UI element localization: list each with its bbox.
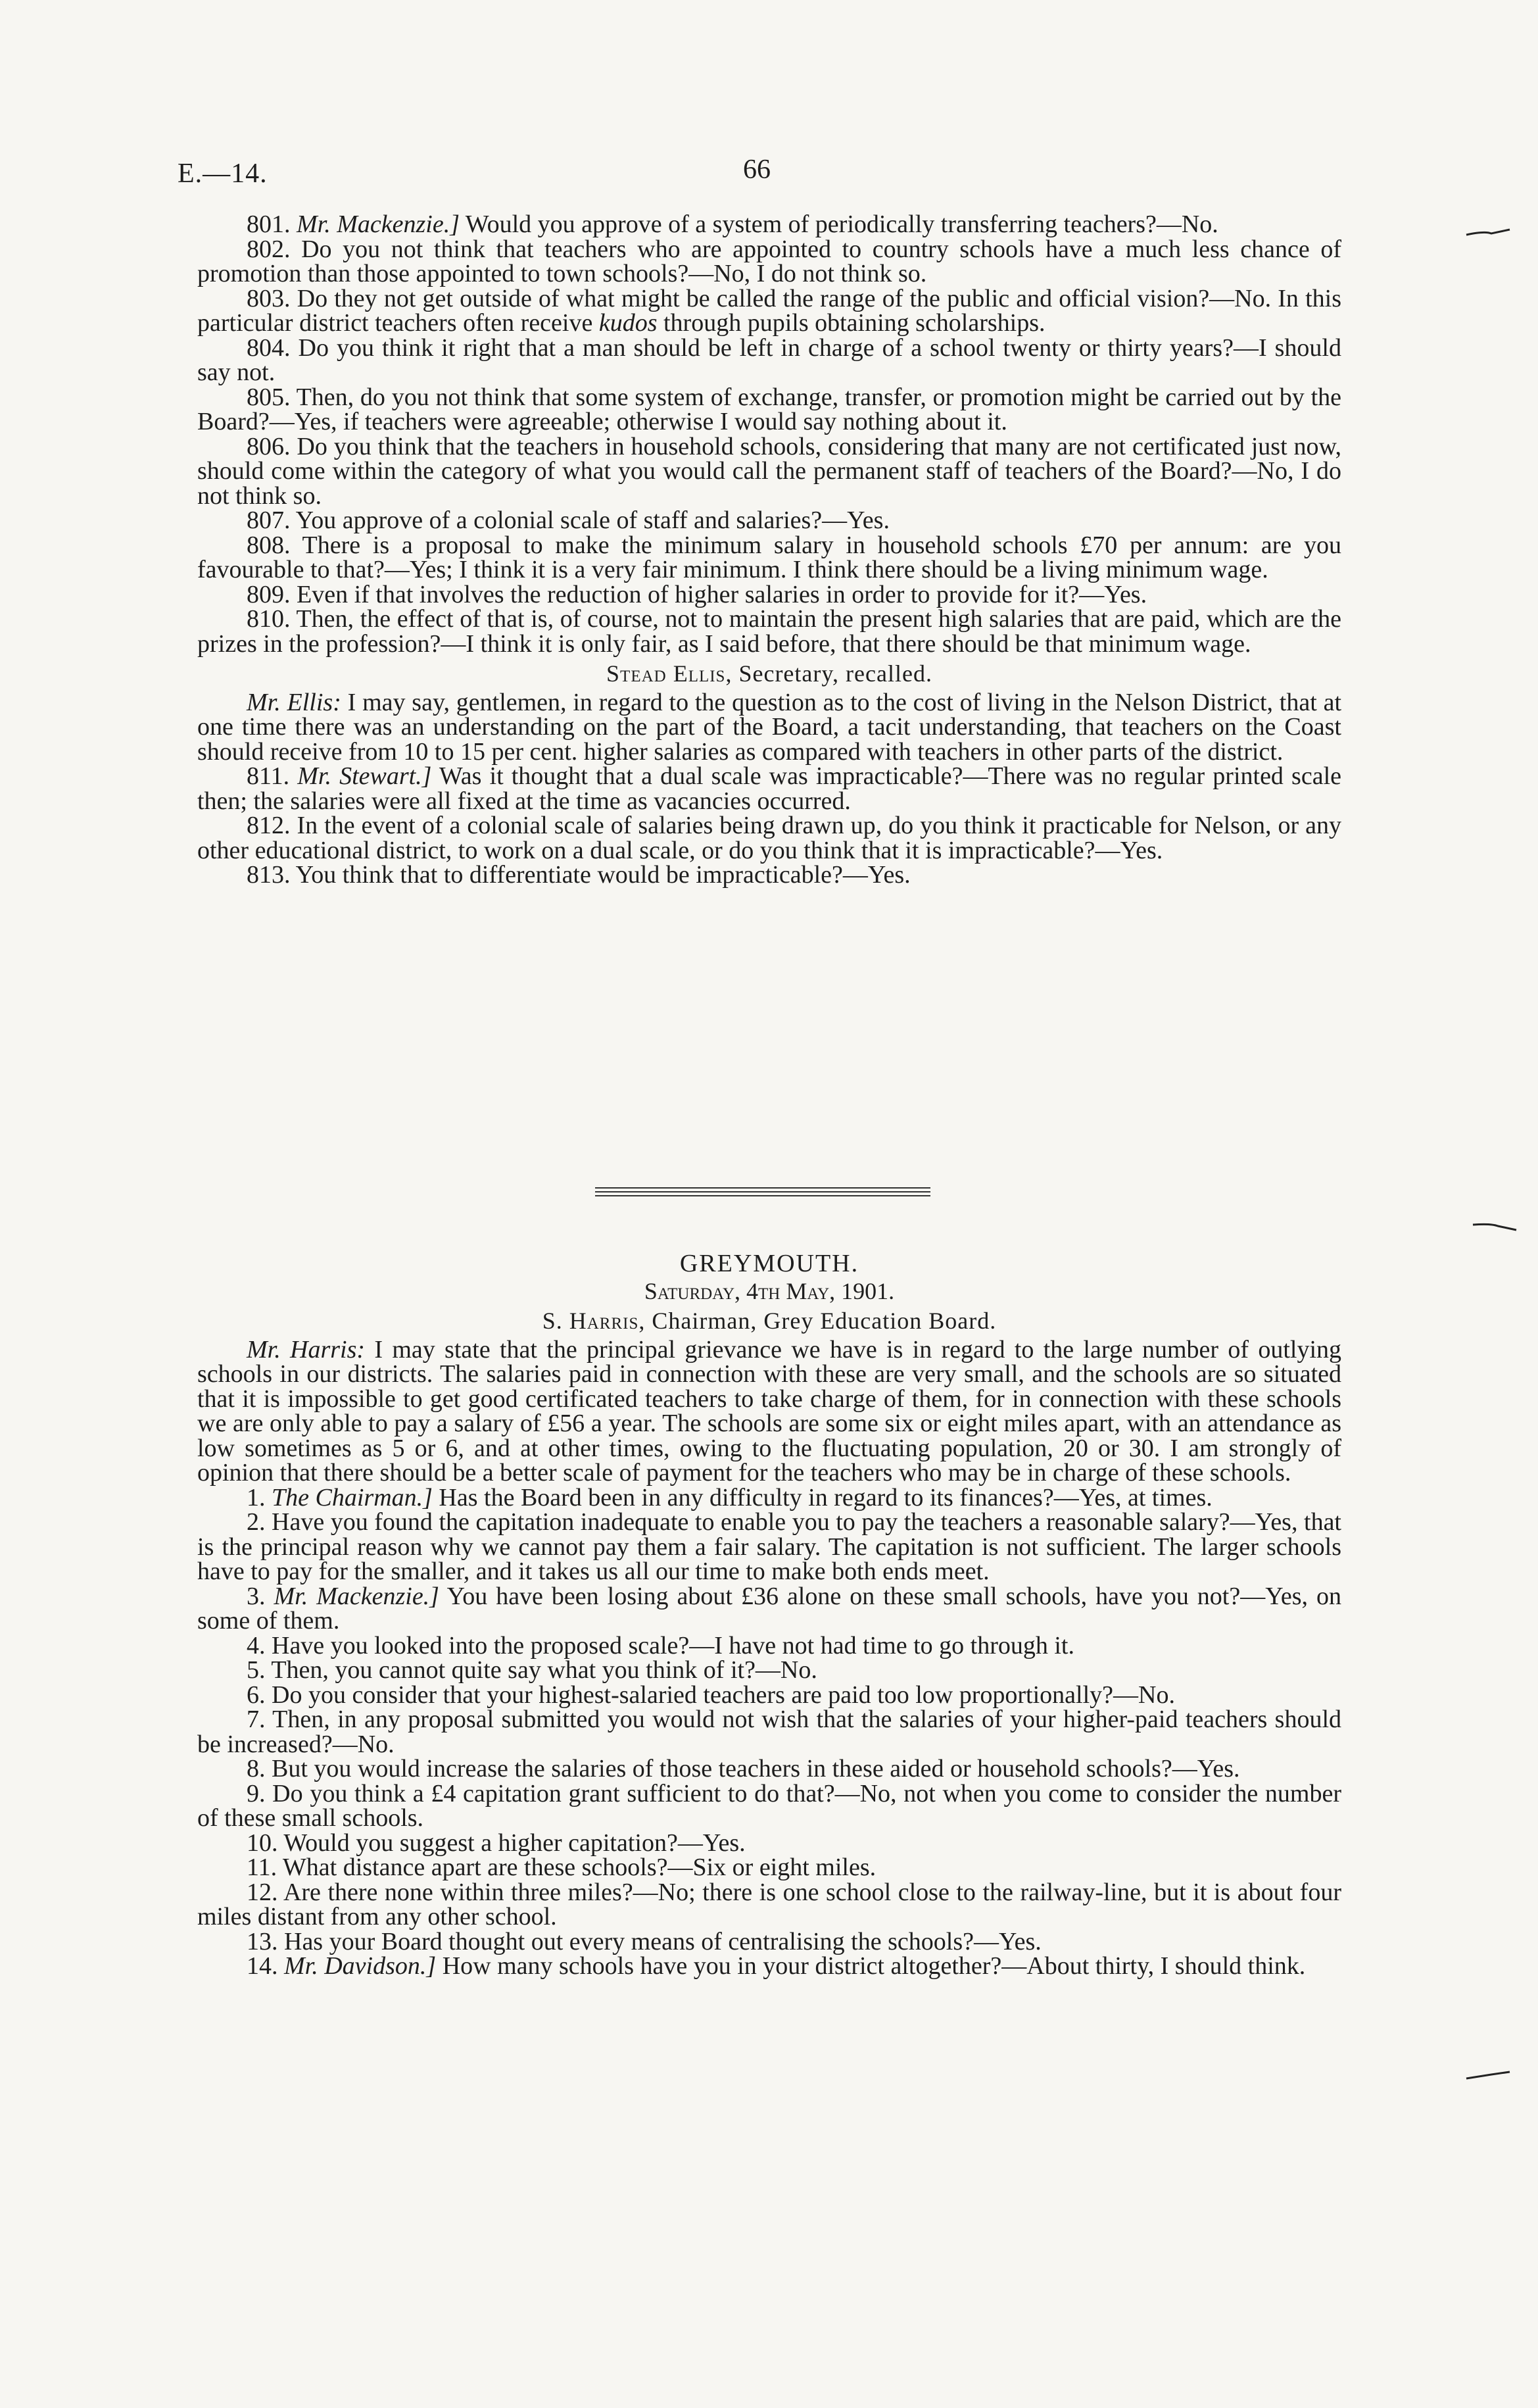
question-number: 806. <box>247 432 291 460</box>
statement-text: I may say, gentlemen, in regard to the question as to the cost of living in the Nelson District, that at one time there was an understanding on the part of the Board, a tacit understanding, that teachers on the Coast should receive from 10 to 15 per cent. higher salaries as compared with teachers in other parts of the district. <box>197 688 1341 766</box>
question-number: 810. <box>247 605 291 633</box>
witness-role: , Chairman, Grey Education Board. <box>638 1308 997 1334</box>
para-807 <box>197 508 1341 533</box>
question-text: Has the Board been in any difficulty in regard to its finances?—Yes, at times. <box>432 1483 1213 1511</box>
question-text: But you would increase the salaries of those teachers in these aided or household schools?—Yes. <box>265 1755 1240 1782</box>
witness-name: Stead Ellis <box>606 660 726 687</box>
question-number: 3. <box>247 1582 266 1610</box>
para-q7 <box>197 1708 1341 1757</box>
para-806 <box>197 432 1341 510</box>
question-text: Do you not think that teachers who are appointed to country schools have a much less chance of promotion than those appointed to town schools?—No, I do not think so. <box>197 235 1341 287</box>
para-813 <box>197 863 1341 888</box>
question-number: 1. <box>247 1483 266 1511</box>
margin-mark-2 <box>1472 1222 1518 1226</box>
divider-line <box>595 1195 930 1196</box>
margin-mark-3 <box>1465 2071 1511 2075</box>
statement-text: I may state that the principal grievance we have is in regard to the large number of outlying schools in our districts. The salaries paid in connection with these are very small, and the schools are so situated that it is impossible to get good certificated teachers to take charge of them, for in connection with these schools we are only able to pay a salary of £56 a year. The schools are some six or eight miles apart, with an attendance as low sometimes as 5 or 6, and at other times, owing to the fluctuating population, 20 or 30. I am strongly of opinion that there should be a better scale of payment for the teachers who may be in charge of these schools. <box>197 1335 1341 1487</box>
para-q13 <box>197 1927 1341 1955</box>
question-text: Then, in any proposal submitted you would not wish that the salaries of your higher-paid teachers should be increased?—No. <box>197 1706 1341 1758</box>
question-text: Was it thought that a dual scale was impracticable?—There was no regular printed scale then; the salaries were all fixed at the time as vacancies occurred. <box>197 762 1341 815</box>
question-text: Even if that involves the reduction of higher salaries in order to provide for it?—Yes. <box>290 580 1147 608</box>
speaker: The Chairman.] <box>272 1483 433 1511</box>
question-number: 802. <box>247 235 291 263</box>
para-q11 <box>197 1855 1341 1880</box>
speaker: Mr. Stewart.] <box>297 762 432 790</box>
question-text: Do you think that the teachers in household schools, considering that many are not certificated just now, should come within the category of what you would call the permanent staff of teachers of the Board?—No, I do not think so. <box>197 432 1341 510</box>
question-number: 4. <box>247 1631 266 1659</box>
question-number: 14. <box>247 1952 278 1980</box>
witness-heading-harris <box>197 1309 1341 1334</box>
question-text: Are there none within three miles?—No; there is one school close to the railway-line, but it is about four miles distant from any other school. <box>197 1878 1341 1930</box>
lower-text-column <box>197 1252 1341 1979</box>
para-804 <box>197 333 1341 386</box>
question-text: Have you found the capitation inadequate to enable you to pay the teachers a reasonable salary?—Yes, that is the principal reason why we cannot pay them a fair salary. The capitation is not sufficient. The larger schools have to pay for the smaller, and it takes us all our time to make both ends meet. <box>197 1508 1341 1585</box>
question-number: 808. <box>247 531 291 559</box>
question-number: 10. <box>247 1829 278 1857</box>
speaker: Mr. Mackenzie.] <box>297 210 460 238</box>
q811-813 <box>197 688 1341 889</box>
witness-role: , Secretary, recalled. <box>725 660 932 687</box>
para-q12 <box>197 1880 1341 1930</box>
question-text: In the event of a colonial scale of salaries being drawn up, do you think it practicable for Nelson, or any other educational district, to work on a dual scale, or do you think that it is impracticable?—Yes. <box>197 812 1341 864</box>
question-number: 6. <box>247 1681 266 1709</box>
para-q5 <box>197 1658 1341 1683</box>
question-text: Would you suggest a higher capitation?—Yes. <box>277 1829 746 1857</box>
para-q10 <box>197 1831 1341 1856</box>
question-text: You approve of a colonial scale of staff and salaries?—Yes. <box>290 506 890 534</box>
para-812 <box>197 814 1341 863</box>
question-number: 809. <box>247 580 291 608</box>
para-802 <box>197 237 1341 287</box>
sitting-date: Saturday, 4th May, 1901. <box>644 1277 895 1304</box>
question-number: 11. <box>247 1854 277 1881</box>
question-number: 807. <box>247 506 291 534</box>
question-text: Has your Board thought out every means of centralising the schools?—Yes. <box>277 1927 1042 1955</box>
speaker: Mr. Harris: <box>247 1335 366 1364</box>
para-801 <box>197 212 1341 237</box>
question-number: 811. <box>247 762 290 790</box>
witness-heading-ellis <box>197 662 1341 687</box>
question-number: 803. <box>247 284 291 312</box>
speaker: Mr. Mackenzie.] <box>274 1582 439 1610</box>
para-harris-statement <box>197 1335 1341 1487</box>
question-number: 9. <box>247 1779 266 1807</box>
question-number: 13. <box>247 1927 278 1955</box>
question-text: Then, you cannot quite say what you think of it?—No. <box>265 1656 817 1684</box>
question-number: 8. <box>247 1755 266 1782</box>
question-text: You think that to differentiate would be impracticable?—Yes. <box>290 861 911 889</box>
question-text: Have you looked into the proposed scale?—I have not had time to go through it. <box>265 1631 1074 1659</box>
para-q4 <box>197 1631 1341 1659</box>
question-text: Do you consider that your highest-salaried teachers are paid too low proportionally?—No. <box>265 1681 1175 1709</box>
para-810 <box>197 607 1341 656</box>
upper-text-column <box>197 212 1341 888</box>
question-text: There is a proposal to make the minimum salary in household schools £70 per annum: are you favourable to that?—Yes; I think it is a very fair minimum. I think there should be a living minimum wage. <box>197 531 1341 583</box>
para-q6 <box>197 1683 1341 1708</box>
para-q3 <box>197 1582 1342 1634</box>
italic-word: kudos <box>598 309 658 337</box>
q801-810 <box>197 212 1341 656</box>
question-text: Do you think a £4 capitation grant sufficient to do that?—No, not when you come to consider the number of these small schools. <box>197 1779 1341 1832</box>
question-number: 813. <box>247 861 291 889</box>
para-q8 <box>197 1757 1341 1782</box>
sitting-place: GREYMOUTH. <box>679 1250 859 1277</box>
page-number: 66 <box>743 155 771 185</box>
question-text: Would you approve of a system of periodically transferring teachers?—No. <box>459 210 1218 238</box>
question-text: You have been losing about £36 alone on these small schools, have you not?—Yes, on some of them. <box>197 1582 1342 1634</box>
question-number: 812. <box>247 812 291 839</box>
question-text: How many schools have you in your district altogether?—About thirty, I should think. <box>436 1952 1306 1980</box>
speaker: Mr. Ellis: <box>247 688 341 716</box>
question-number: 5. <box>247 1656 266 1684</box>
para-q2 <box>197 1510 1341 1585</box>
question-number: 2. <box>247 1508 266 1536</box>
question-text: Do they not get outside of what might be called the range of the public and official vision?—No. In this particular district teachers often receive <box>197 284 1341 337</box>
question-number: 12. <box>247 1878 278 1906</box>
question-text: Then, the effect of that is, of course, not to maintain the present high salaries that are paid, which are the prizes in the profession?—I think it is only fair, as I said before, that there should be that minimum wage. <box>197 605 1341 658</box>
para-809 <box>197 580 1341 608</box>
page-header <box>178 155 1361 204</box>
document-reference: E.—14. <box>178 159 268 189</box>
para-805 <box>197 385 1341 435</box>
question-text: Do you think it right that a man should be left in charge of a school twenty or thirty years?—I should say not. <box>197 333 1341 386</box>
divider-line <box>595 1187 930 1189</box>
para-803 <box>197 284 1341 337</box>
question-number: 804. <box>247 333 291 362</box>
speaker: Mr. Davidson.] <box>284 1952 437 1980</box>
para-811 <box>197 764 1341 814</box>
para-q9 <box>197 1779 1341 1832</box>
para-q14 <box>197 1954 1341 1979</box>
question-text-continued: through pupils obtaining scholarships. <box>657 309 1045 337</box>
para-q1 <box>197 1483 1341 1511</box>
question-number: 801. <box>247 210 291 238</box>
question-number: 805. <box>247 383 291 411</box>
witness-name: S. Harris <box>542 1308 639 1334</box>
divider-line <box>595 1191 930 1192</box>
question-number: 7. <box>247 1706 266 1733</box>
margin-mark-1 <box>1465 228 1511 232</box>
para-808 <box>197 533 1341 583</box>
para-ellis-statement <box>197 688 1341 766</box>
question-text: What distance apart are these schools?—Six or eight miles. <box>277 1854 877 1881</box>
section-divider <box>595 1187 930 1199</box>
question-text: Then, do you not think that some system of exchange, transfer, or promotion might be carried out by the Board?—Yes, if teachers were agreeable; otherwise I would say nothing about it. <box>197 383 1341 435</box>
